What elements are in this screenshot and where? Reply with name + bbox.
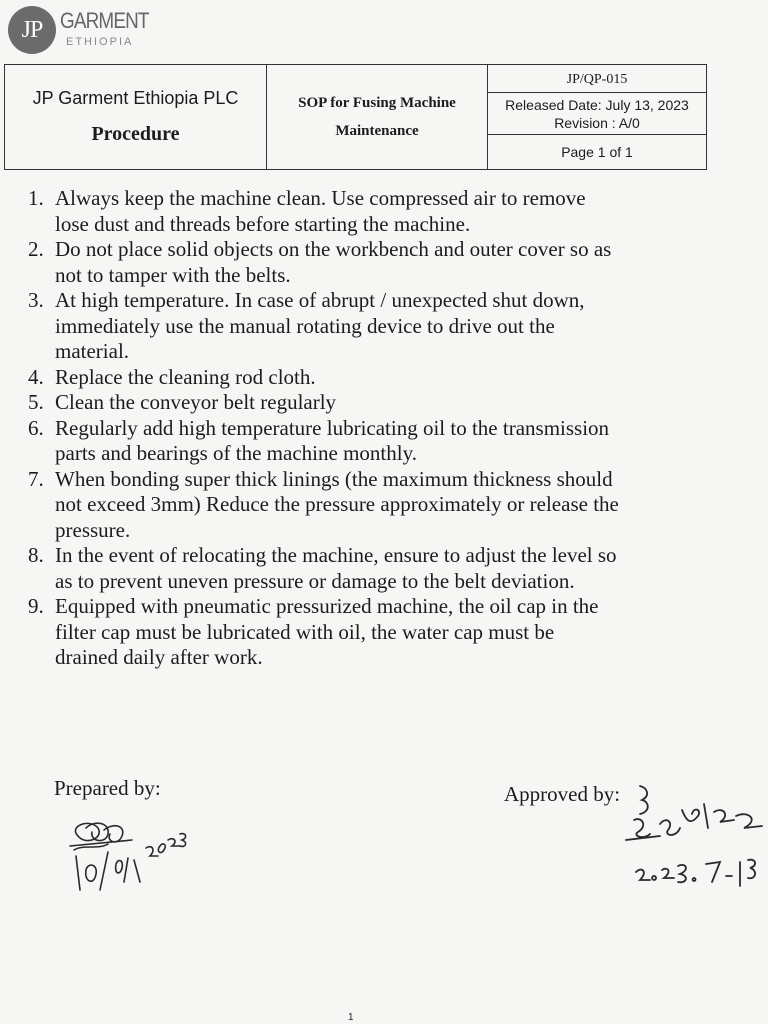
title-cell — [267, 65, 488, 170]
step-line: In the event of relocating the machine, ensure to adjust the level so — [55, 543, 617, 567]
step-line: immediately use the manual rotating device to drive out the — [55, 313, 555, 338]
step-line: When bonding super thick linings (the maximum thickness should — [55, 466, 613, 491]
step-number: 7. — [28, 466, 44, 491]
document-header-table — [4, 64, 707, 170]
logo-subtitle: ETHIOPIA — [66, 36, 134, 48]
step-line: Equipped with pneumatic pressurized machine, the oil cap in the — [55, 594, 599, 618]
document-title-line1: SOP for Fusing Machine — [298, 95, 456, 111]
revision: Revision : A/0 — [554, 114, 640, 131]
step-number: 2. — [28, 237, 44, 261]
step-item — [22, 594, 712, 671]
approved-by-label: Approved by: — [504, 782, 621, 806]
step-number: 1. — [28, 186, 44, 210]
document-type: Procedure — [91, 123, 180, 145]
step-number: 3. — [28, 288, 44, 312]
step-line: Clean the conveyor belt regularly — [55, 390, 337, 414]
logo-mark: JP — [8, 6, 56, 54]
step-item — [22, 390, 712, 416]
step-line: Always keep the machine clean. Use compressed air to remove — [55, 186, 586, 210]
step-line: not exceed 3mm) Reduce the pressure approximately or release the — [55, 492, 619, 516]
page-cell — [488, 135, 707, 170]
step-item — [22, 288, 712, 365]
document-title-line2: Maintenance — [335, 123, 419, 139]
step-number: 9. — [28, 594, 44, 618]
release-cell — [488, 93, 707, 135]
logo-wordmark: GARMENT — [60, 8, 149, 33]
step-item — [22, 186, 712, 237]
step-number: 6. — [28, 415, 44, 440]
step-item — [22, 237, 712, 288]
step-item — [22, 365, 712, 391]
step-line: pressure. — [55, 517, 131, 542]
prepared-signature — [64, 816, 194, 892]
step-line: material. — [55, 339, 130, 363]
step-item — [22, 543, 712, 594]
step-line: Do not place solid objects on the workbench and outer cover so as — [55, 237, 612, 261]
step-line: drained daily after work. — [55, 645, 263, 669]
step-item — [22, 416, 712, 467]
document-number: JP/QP-015 — [566, 71, 628, 87]
release-date: Released Date: July 13, 2023 — [505, 96, 689, 113]
step-line: Replace the cleaning rod cloth. — [55, 364, 316, 389]
step-line: At high temperature. In case of abrupt / unexpected shut down, — [55, 288, 585, 312]
approved-signature — [620, 780, 766, 910]
company-cell — [5, 65, 267, 170]
step-line: as to prevent uneven pressure or damage to the belt deviation. — [55, 568, 575, 593]
company-name: JP Garment Ethiopia PLC — [32, 88, 239, 108]
step-line: Regularly add high temperature lubricating oil to the transmission — [55, 415, 610, 440]
procedure-steps — [22, 186, 712, 671]
page-count: Page 1 of 1 — [561, 143, 633, 160]
doc-number-cell — [488, 65, 707, 93]
step-line: filter cap must be lubricated with oil, the water cap must be — [55, 619, 555, 644]
step-line: lose dust and threads before starting the machine. — [55, 211, 471, 236]
company-logo — [6, 4, 149, 54]
step-line: parts and bearings of the machine monthly. — [55, 441, 417, 465]
step-number: 8. — [28, 543, 44, 567]
step-line: not to tamper with the belts. — [55, 262, 291, 287]
step-item — [22, 467, 712, 544]
step-number: 5. — [28, 390, 44, 414]
step-number: 4. — [28, 364, 44, 389]
footer-page-number: 1 — [348, 1012, 354, 1023]
prepared-by-label: Prepared by: — [54, 776, 161, 800]
